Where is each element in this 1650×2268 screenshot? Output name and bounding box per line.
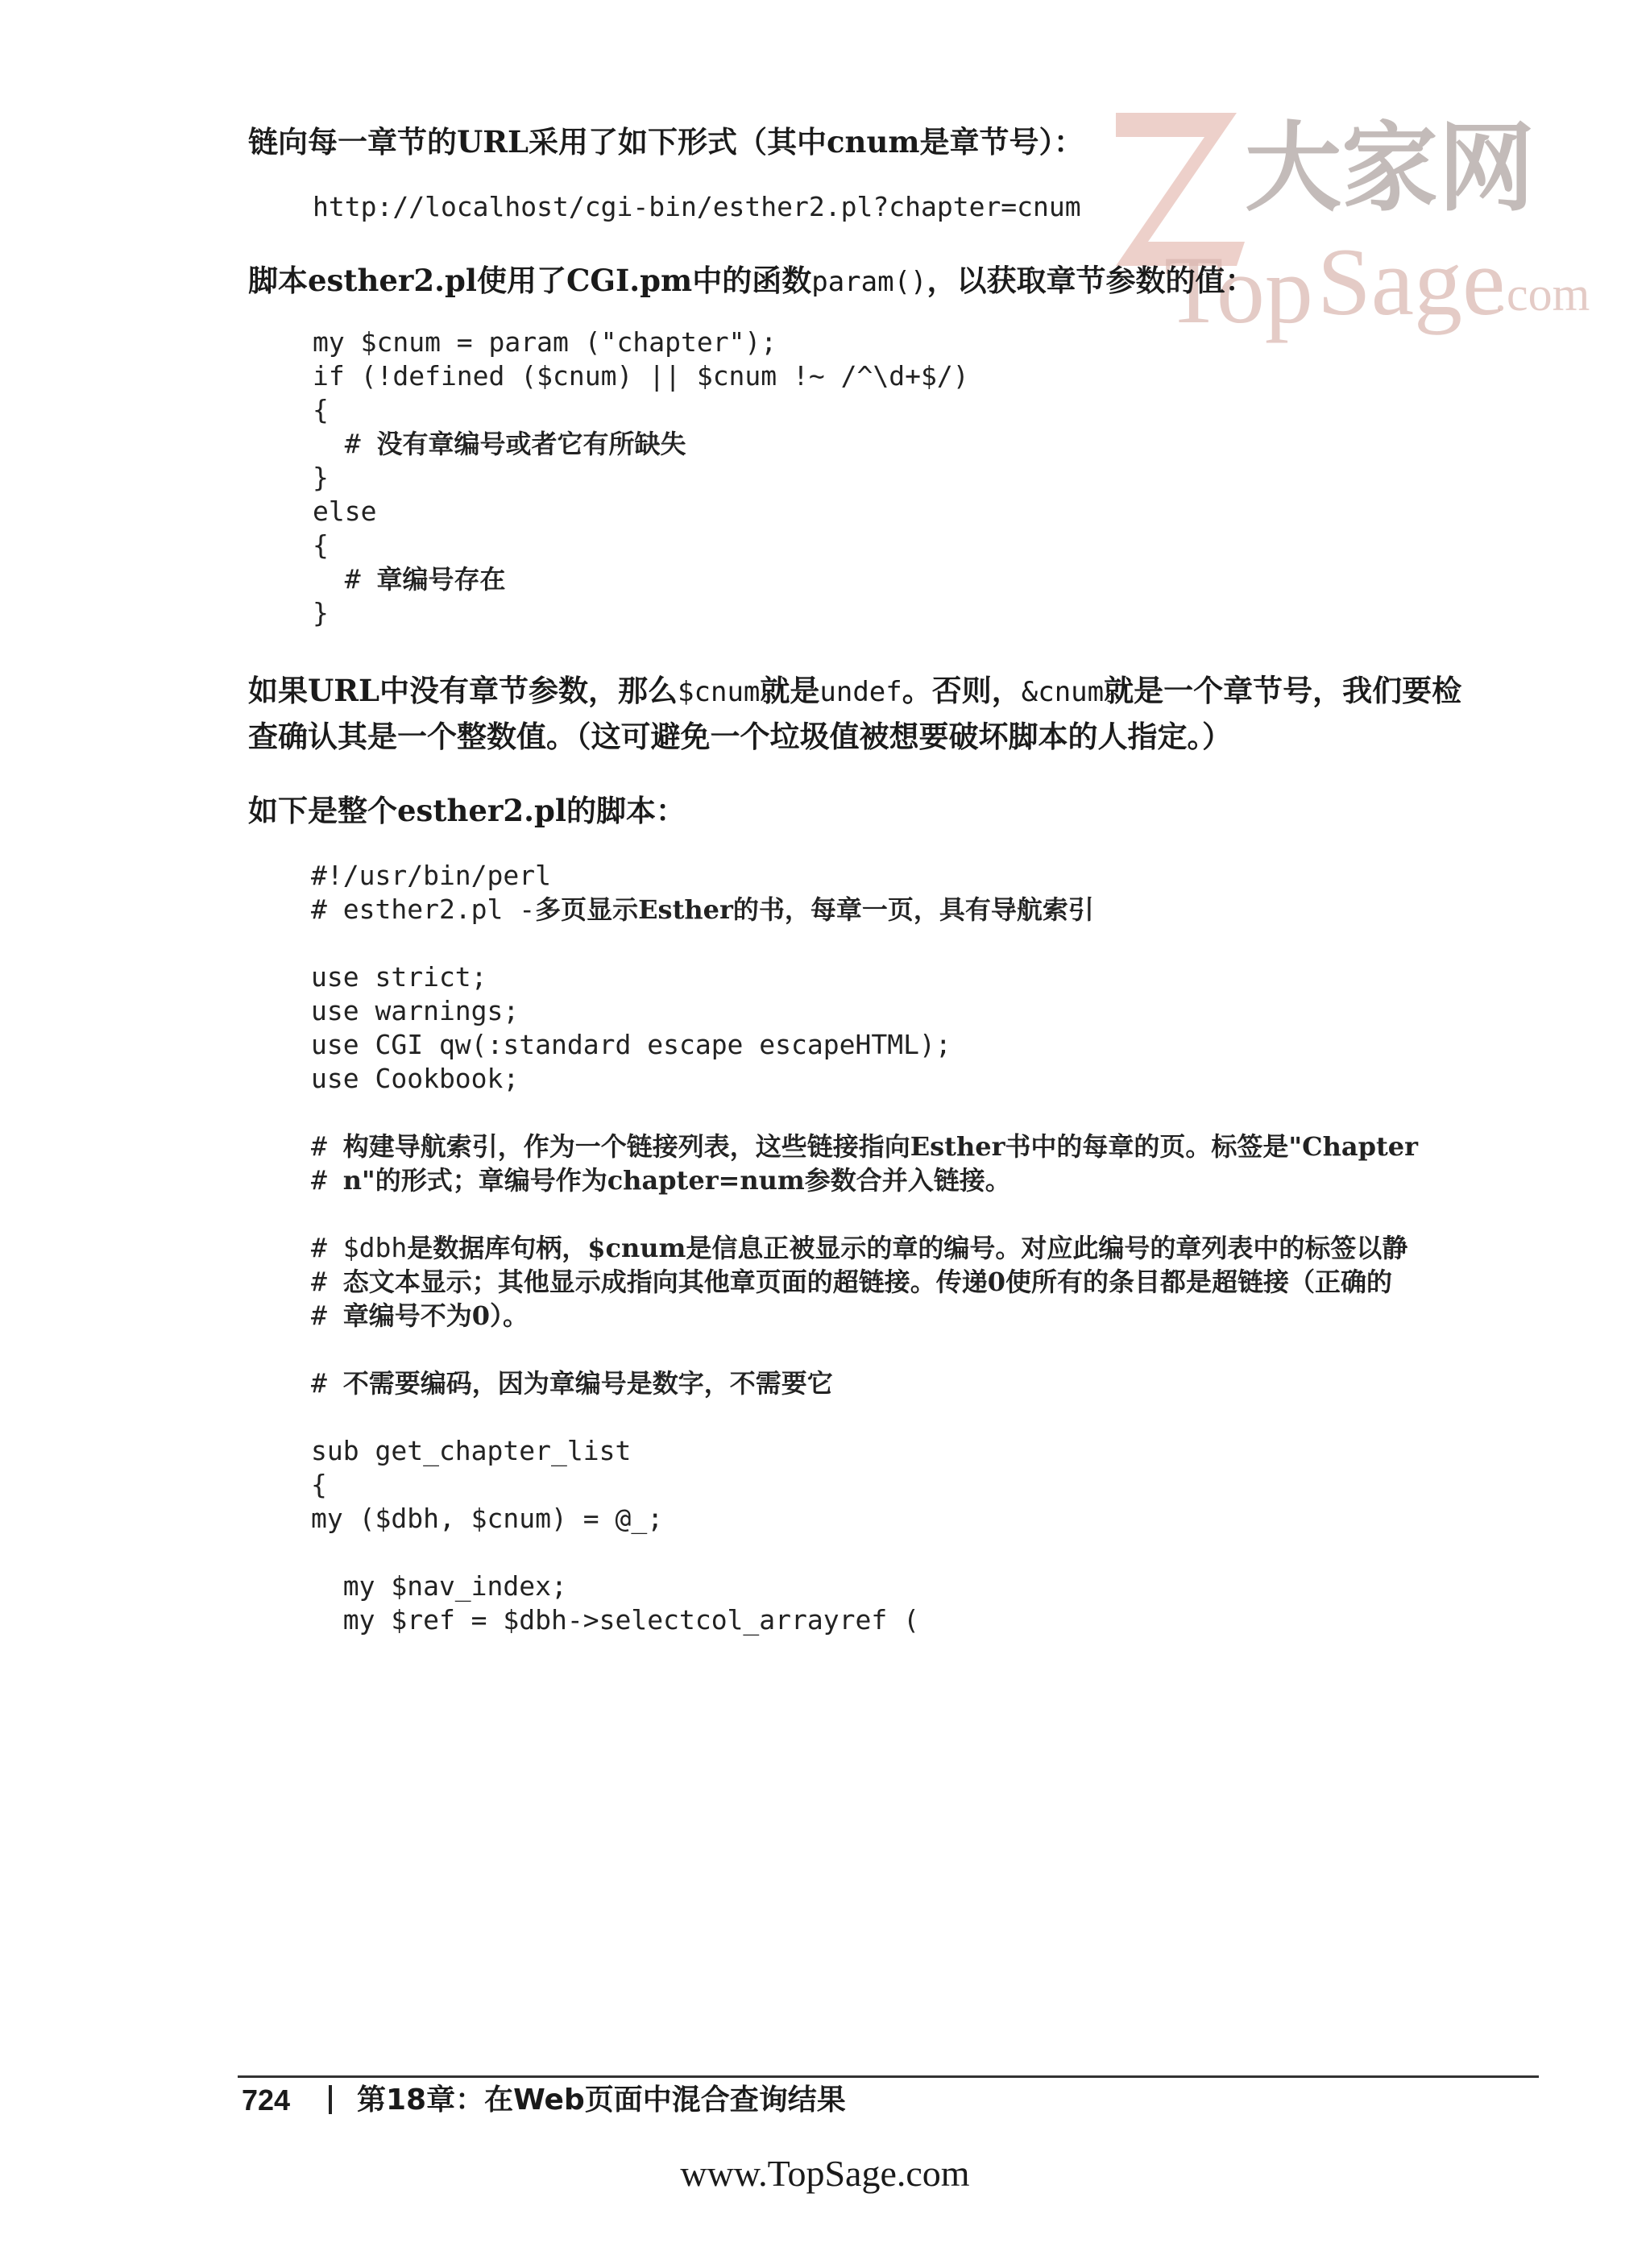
code-line-prefix: # <box>311 1367 343 1399</box>
code-line: else <box>313 495 377 527</box>
code-comment: 是数据库句柄，$cnum是信息正被显示的章的编号。对应此编号的章列表中的标签以静 <box>407 1233 1408 1263</box>
param-intro-post: ，以获取章节参数的值： <box>927 263 1255 298</box>
param-intro-code: param() <box>811 266 927 298</box>
param-intro-paragraph <box>248 256 1255 306</box>
watermark-brand-main: Sage <box>1317 228 1506 335</box>
code-line-prefix: # esther2.pl - <box>311 894 536 925</box>
code-comment: 多页显示Esther的书，每章一页，具有导航索引 <box>535 894 1094 925</box>
code-line: if (!defined ($cnum) || $cnum !~ /^\d+$/) <box>313 360 969 392</box>
watermark-brand-top: Top <box>1164 236 1313 343</box>
code-comment: 没有章编号或者它有所缺失 <box>376 429 686 459</box>
code-comment: 构建导航索引，作为一个链接列表，这些链接指向Esther书中的每章的页。标签是"Chapter <box>342 1131 1418 1162</box>
code-line-prefix: # <box>313 563 377 595</box>
explain-code-cnum: $cnum <box>678 676 761 708</box>
code-line: my $cnum = param ("chapter"); <box>313 326 777 358</box>
watermark-logo-text: 大家网 <box>1245 111 1535 225</box>
code-line-prefix: # $dbh <box>311 1232 408 1263</box>
explain-text: 就是一个章节号，我们要检 <box>1104 673 1462 708</box>
explain-text: 就是 <box>760 673 820 708</box>
script-intro-paragraph: 如下是整个esther2.pl的脚本： <box>248 793 686 828</box>
explain-text: 如果URL中没有章节参数，那么 <box>248 673 678 708</box>
code-line: use Cookbook; <box>311 1063 520 1094</box>
param-intro-pre: 脚本esther2.pl使用了CGI.pm中的函数 <box>248 263 812 298</box>
watermark-brand-suffix: .com <box>1495 267 1590 321</box>
chapter-title: 第18章：在Web页面中混合查询结果 <box>357 2083 846 2117</box>
code-comment: 态文本显示；其他显示成指向其他章页面的超链接。传递0使所有的条目都是超链接（正确的 <box>342 1267 1393 1297</box>
code-line: { <box>313 529 329 561</box>
code-line: use strict; <box>311 961 487 993</box>
code-line: { <box>313 394 329 425</box>
site-url-footer: www.TopSage.com <box>680 2153 970 2194</box>
topsage-watermark-logo <box>1116 81 1590 346</box>
explain-code-amp-cnum: &cnum <box>1021 676 1105 708</box>
code-line: my ($dbh, $cnum) = @_; <box>311 1503 664 1534</box>
explain-paragraph-line2: 查确认其是一个整数值。（这可避免一个垃圾值被想要破坏脚本的人指定。） <box>248 719 1232 754</box>
intro-paragraph: 链向每一章节的URL采用了如下形式（其中cnum是章节号）： <box>248 124 1084 160</box>
code-line: #!/usr/bin/perl <box>311 860 552 891</box>
footer-separator <box>329 2085 332 2114</box>
code-snippet-param-check <box>313 325 969 630</box>
code-line: sub get_chapter_list <box>311 1435 632 1466</box>
explain-paragraph-line1 <box>248 666 1461 716</box>
explain-text: 。否则， <box>902 673 1022 708</box>
code-comment: 章编号存在 <box>376 564 506 595</box>
code-line-prefix: # <box>311 1164 343 1196</box>
code-line: use CGI qw(:standard escape escapeHTML); <box>311 1029 951 1060</box>
code-line-prefix: # <box>311 1130 343 1162</box>
code-comment: n"的形式；章编号作为chapter=num参数合并入链接。 <box>342 1165 1011 1196</box>
code-line-prefix: # <box>311 1266 343 1297</box>
code-comment: 不需要编码，因为章编号是数字，不需要它 <box>342 1368 833 1399</box>
code-line: { <box>311 1469 327 1500</box>
code-line-prefix: # <box>311 1300 343 1331</box>
url-example: http://localhost/cgi-bin/esther2.pl?chapter=cnum <box>313 191 1081 222</box>
page-number: 724 <box>242 2083 291 2117</box>
code-full-script <box>311 859 1418 1637</box>
footer-rule <box>238 2075 1539 2078</box>
code-line: use warnings; <box>311 995 520 1026</box>
explain-code-undef: undef <box>819 676 902 708</box>
code-line-prefix: # <box>313 428 377 459</box>
code-line: my $ref = $dbh->selectcol_arrayref ( <box>311 1604 919 1636</box>
code-line: } <box>313 597 329 628</box>
code-line: my $nav_index; <box>311 1570 567 1602</box>
code-line: } <box>313 462 329 493</box>
code-comment: 章编号不为0）。 <box>342 1300 529 1331</box>
